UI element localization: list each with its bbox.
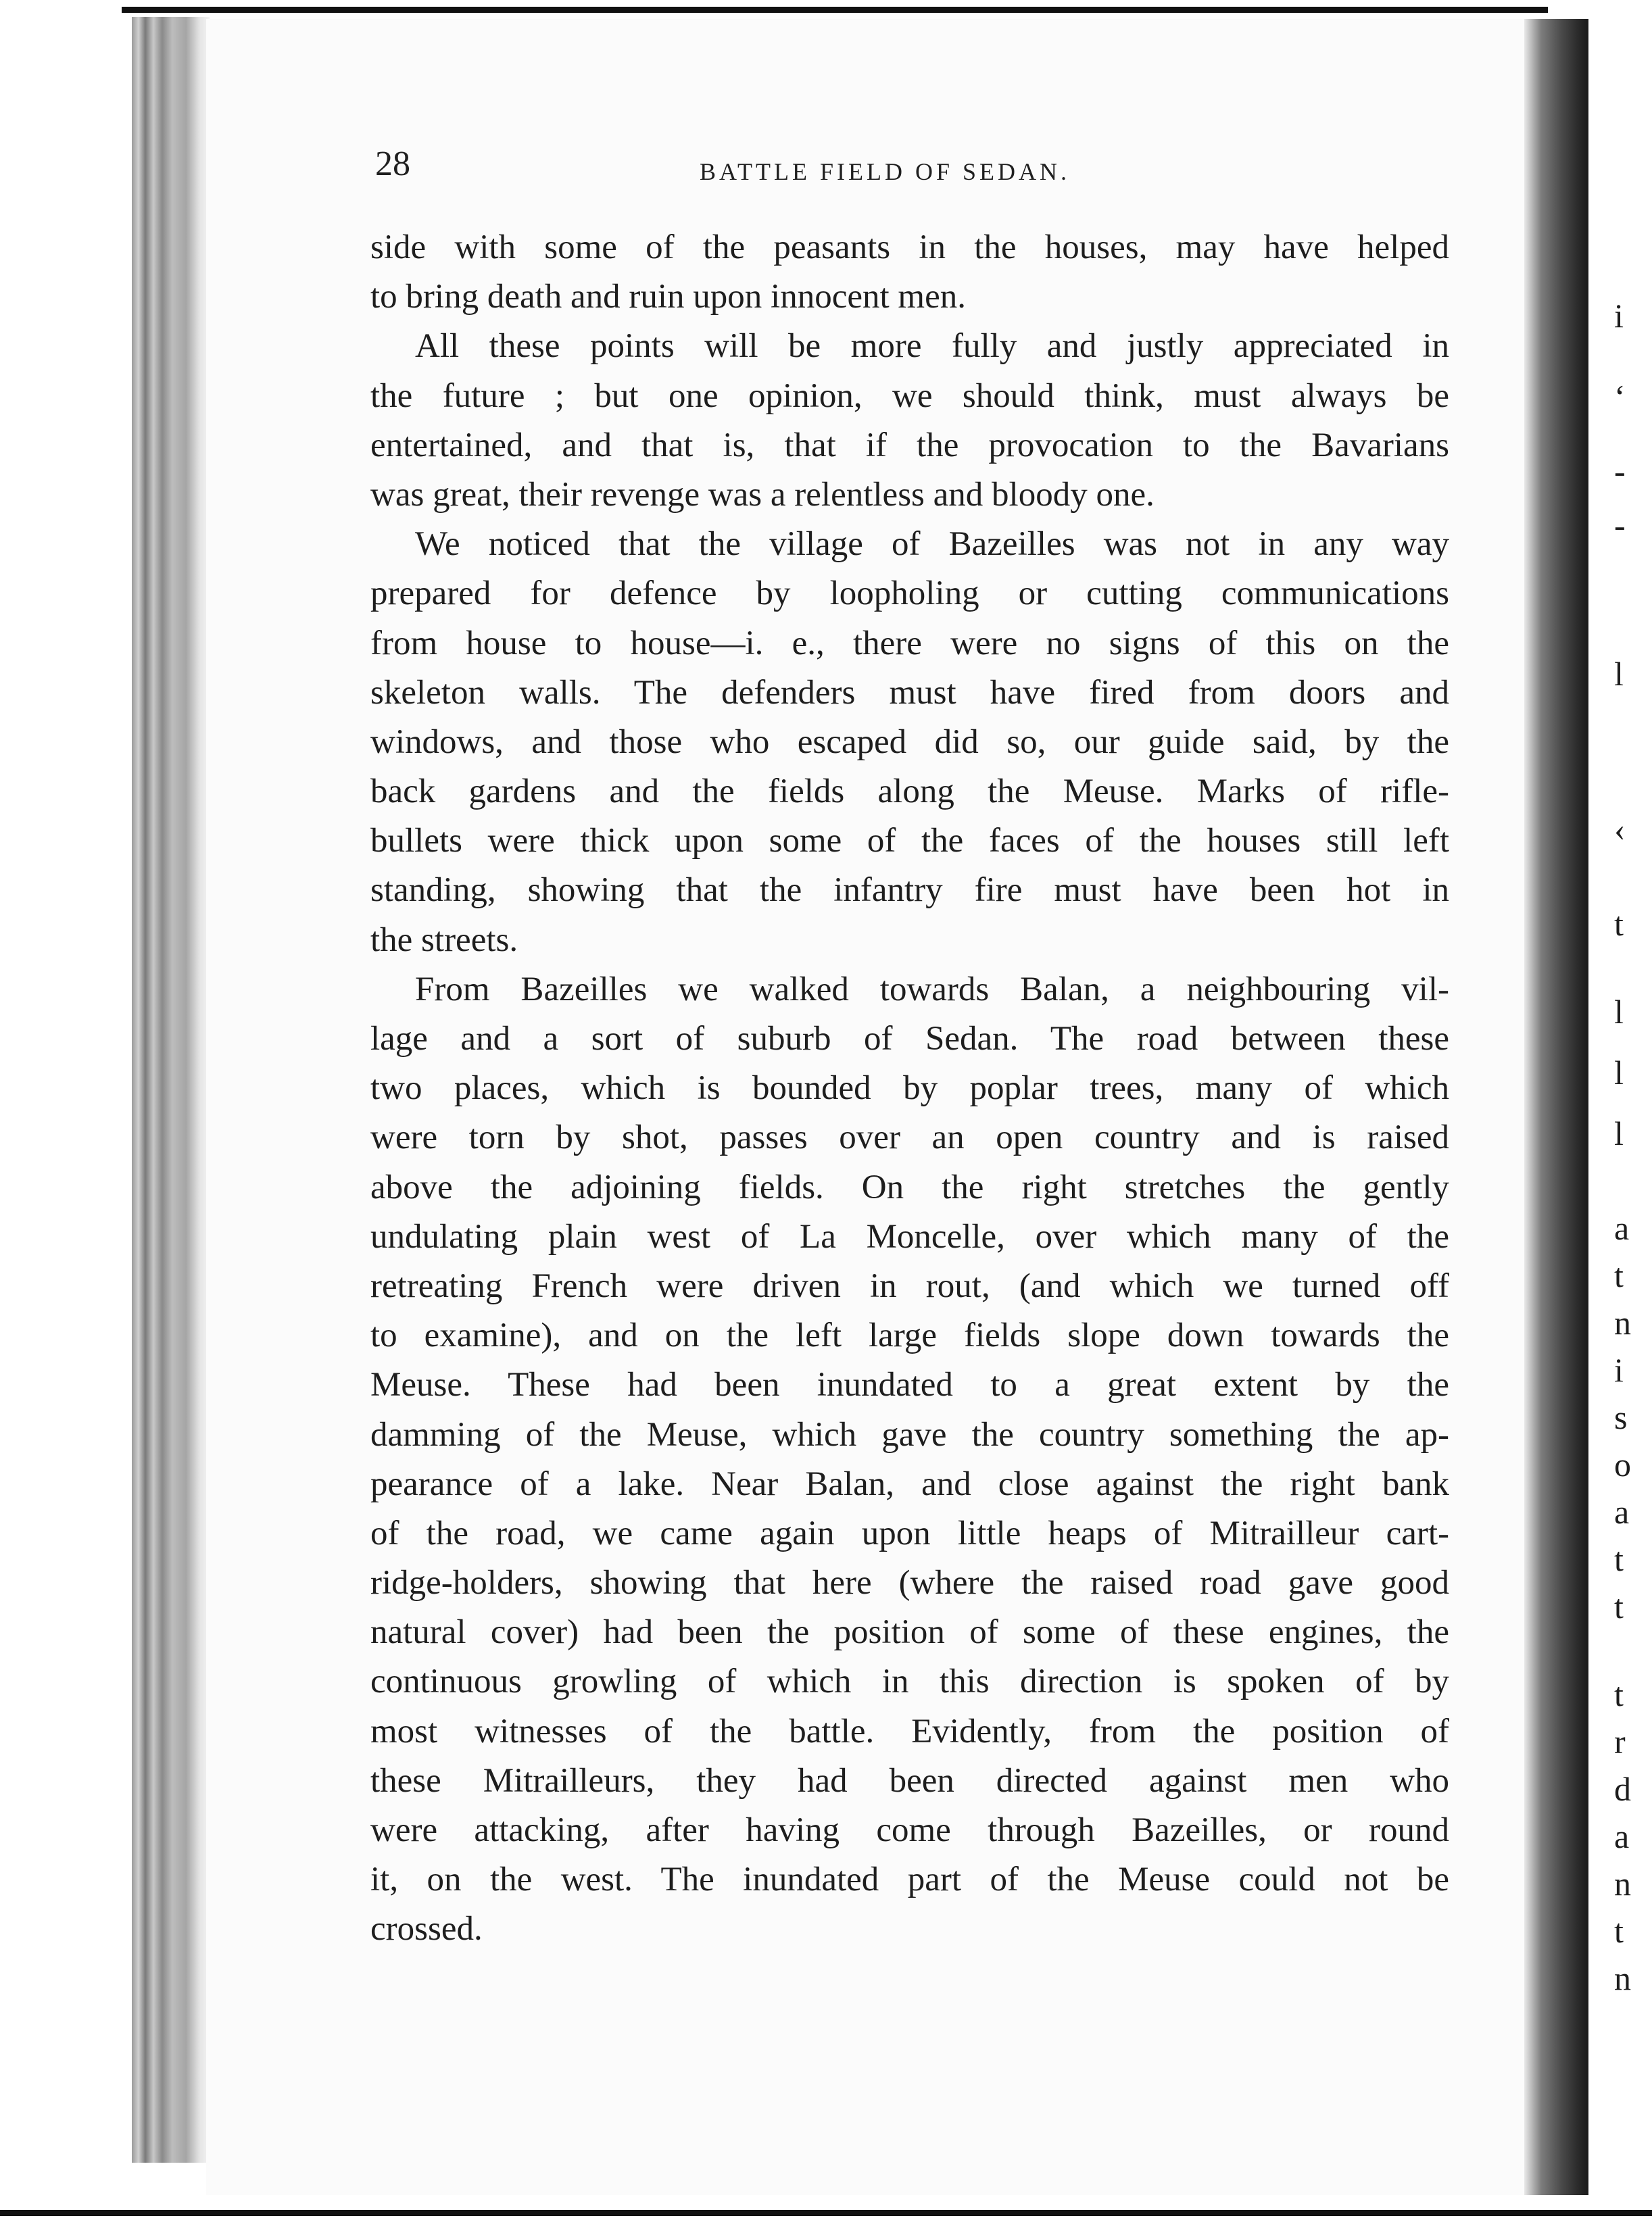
text-line: damming of the Meuse, which gave the country something the ap-: [370, 1415, 1449, 1454]
text-line: bullets were thick upon some of the faces of the houses still left: [370, 822, 1449, 860]
text-line: side with some of the peasants in the houses, may have helped: [370, 228, 1449, 266]
text-line: was great, their revenge was a relentless and bloody one.: [370, 475, 1155, 514]
facing-page-fragment: t: [1614, 1912, 1624, 1950]
text-line: We noticed that the village of Bazeilles was not in any way: [415, 525, 1449, 564]
text-line: back gardens and the fields along the Meuse. Marks of rifle-: [370, 772, 1449, 811]
running-title: BATTLE FIELD OF SEDAN.: [700, 158, 1070, 185]
text-line: the streets.: [370, 921, 518, 959]
facing-page-fragment: l: [1614, 655, 1624, 693]
facing-page-fragment: t: [1614, 1256, 1624, 1294]
text-line: it, on the west. The inundated part of the Meuse could not be: [370, 1861, 1449, 1899]
body-text: [370, 223, 1449, 1955]
page-number: 28: [375, 145, 410, 183]
bottom-border: [0, 2210, 1652, 2216]
facing-page-fragment: -: [1614, 452, 1626, 490]
facing-page-fragment: t: [1614, 1588, 1624, 1625]
text-line: natural cover) had been the position of some of these engines, the: [370, 1613, 1449, 1652]
facing-page-fragment: t: [1614, 905, 1624, 943]
text-line: lage and a sort of suburb of Sedan. The road between these: [370, 1020, 1449, 1058]
text-line: most witnesses of the battle. Evidently, from the position of: [370, 1712, 1449, 1750]
facing-page-text-fragments: [1594, 19, 1652, 2195]
text-line: two places, which is bounded by poplar trees, many of which: [370, 1069, 1449, 1108]
text-line: above the adjoining fields. On the right stretches the gently: [370, 1168, 1449, 1206]
facing-page-fragment: ‘: [1614, 378, 1626, 416]
book-page-edges: [132, 17, 210, 2163]
text-line: from house to house—i. e., there were no signs of this on the: [370, 624, 1449, 662]
facing-page-fragment: r: [1614, 1723, 1626, 1761]
text-line: prepared for defence by loopholing or cutting communications: [370, 574, 1449, 613]
facing-page-fragment: d: [1614, 1770, 1631, 1808]
facing-page-fragment: i: [1614, 297, 1624, 335]
facing-page-fragment: ‹: [1614, 810, 1626, 848]
text-line: these Mitrailleurs, they had been directed against men who: [370, 1761, 1449, 1800]
facing-page-fragment: n: [1614, 1865, 1631, 1903]
facing-page-fragment: n: [1614, 1304, 1631, 1342]
facing-page-fragment: t: [1614, 1675, 1624, 1713]
text-line: were attacking, after having come through Bazeilles, or round: [370, 1811, 1449, 1849]
text-line: Meuse. These had been inundated to a great extent by the: [370, 1366, 1449, 1404]
text-line: were torn by shot, passes over an open country and is raised: [370, 1119, 1449, 1157]
facing-page-fragment: l: [1614, 993, 1624, 1031]
text-line: windows, and those who escaped did so, our guide said, by the: [370, 722, 1449, 761]
facing-page-fragment: a: [1614, 1209, 1630, 1247]
facing-page-fragment: t: [1614, 1540, 1624, 1578]
text-line: pearance of a lake. Near Balan, and close against the right bank: [370, 1465, 1449, 1503]
text-line: All these points will be more fully and justly appreciated in: [415, 327, 1449, 366]
text-line: From Bazeilles we walked towards Balan, a neighbouring vil-: [415, 970, 1449, 1008]
running-head: [375, 139, 1443, 193]
text-line: ridge-holders, showing that here (where the raised road gave good: [370, 1564, 1449, 1602]
text-line: crossed.: [370, 1910, 483, 1948]
facing-page-fragment: i: [1614, 1351, 1624, 1389]
facing-page-fragment: a: [1614, 1817, 1630, 1855]
text-line: of the road, we came again upon little heaps of Mitrailleur cart-: [370, 1514, 1449, 1552]
text-line: retreating French were driven in rout, (and which we turned off: [370, 1267, 1449, 1305]
text-line: continuous growling of which in this direction is spoken of by: [370, 1663, 1449, 1701]
book-gutter-shadow: [1524, 19, 1588, 2195]
facing-page-fragment: s: [1614, 1398, 1628, 1436]
facing-page-fragment: a: [1614, 1493, 1630, 1531]
text-line: to bring death and ruin upon innocent men.: [370, 278, 966, 316]
text-line: undulating plain west of La Moncelle, over which many of the: [370, 1217, 1449, 1256]
text-line: skeleton walls. The defenders must have fired from doors and: [370, 673, 1449, 712]
facing-page-fragment: n: [1614, 1959, 1631, 1997]
text-line: to examine), and on the left large fields slope down towards the: [370, 1317, 1449, 1355]
facing-page-fragment: o: [1614, 1446, 1631, 1483]
text-line: entertained, and that is, that if the provocation to the Bavarians: [370, 426, 1449, 464]
text-line: standing, showing that the infantry fire must have been hot in: [370, 871, 1449, 910]
facing-page-edge: [1588, 19, 1652, 2195]
facing-page-fragment: -: [1614, 506, 1626, 544]
facing-page-fragment: l: [1614, 1114, 1624, 1152]
text-line: the future ; but one opinion, we should think, must always be: [370, 376, 1449, 415]
facing-page-fragment: l: [1614, 1054, 1624, 1091]
top-border: [122, 7, 1548, 13]
